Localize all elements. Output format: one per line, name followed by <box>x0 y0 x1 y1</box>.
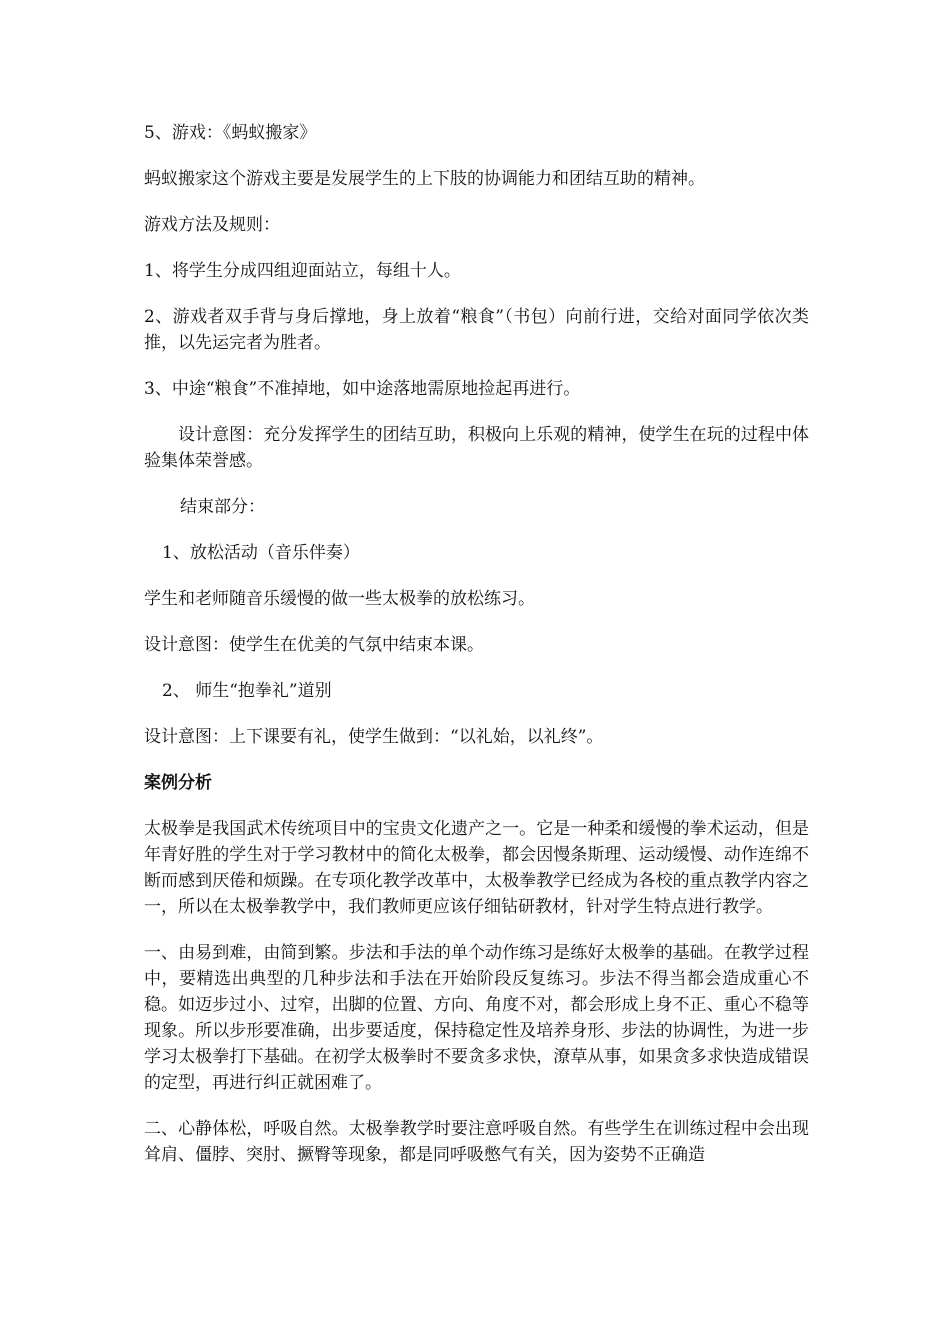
game-purpose: 蚂蚁搬家这个游戏主要是发展学生的上下肢的协调能力和团结互助的精神。 <box>144 169 705 189</box>
relax-description: 学生和老师随音乐缓慢的做一些太极拳的放松练习。 <box>144 589 535 609</box>
case-analysis-heading: 案例分析 <box>144 773 212 793</box>
rule-2: 2、游戏者双手背与身后撑地，身上放着“粮食”（书包）向前行进，交给对面同学依次类推，以先运完者为胜者。 <box>144 307 809 353</box>
analysis-point-2: 二、心静体松，呼吸自然。太极拳教学时要注意呼吸自然。有些学生在训练过程中会出现耸肩、僵脖、突肘、撅臀等现象，都是同呼吸憋气有关，因为姿势不正确造 <box>144 1119 809 1165</box>
analysis-intro: 太极拳是我国武术传统项目中的宝贵文化遗产之一。它是一种柔和缓慢的拳术运动，但是年青好胜的学生对于学习教材中的简化太极拳，都会因慢条斯理、运动缓慢、动作连绵不断而感到厌倦和烦躁。在专项化教学改革中，太极拳教学已经成为各校的重点教学内容之一，所以在太极拳教学中，我们教师更应该仔细钻研教材，针对学生特点进行教学。 <box>144 819 809 917</box>
game-title: 5、游戏：《蚂蚁搬家》 <box>144 123 317 143</box>
game-rules-label: 游戏方法及规则： <box>144 215 280 235</box>
relax-activity: 1、放松活动（音乐伴奏） <box>162 543 360 563</box>
analysis-point-1: 一、由易到难，由简到繁。步法和手法的单个动作练习是练好太极拳的基础。在教学过程中，要精选出典型的几种步法和手法在开始阶段反复练习。步法不得当都会造成重心不稳。如迈步过小、过窄，出脚的位置、方向、角度不对，都会形成上身不正、重心不稳等现象。所以步形要准确，出步要适度，保持稳定性及培养身形、步法的协调性，为进一步学习太极拳打下基础。在初学太极拳时不要贪多求快，潦草从事，如果贪多求快造成错误的定型，再进行纠正就困难了。 <box>144 943 809 1093</box>
design-intent-game: 设计意图：充分发挥学生的团结互助，积极向上乐观的精神，使学生在玩的过程中体验集体荣誉感。 <box>144 425 809 471</box>
document-body <box>144 120 809 1188</box>
design-intent-ending: 设计意图：使学生在优美的气氛中结束本课。 <box>144 635 484 655</box>
design-intent-etiquette: 设计意图：上下课要有礼，使学生做到：“以礼始，以礼终”。 <box>144 727 604 747</box>
ending-part-label: 结束部分： <box>180 497 265 517</box>
farewell-salute: 2、 师生“抱拳礼”道别 <box>162 681 332 701</box>
rule-3: 3、中途“粮食”不准掉地，如中途落地需原地捡起再进行。 <box>144 379 581 399</box>
rule-1: 1、将学生分成四组迎面站立，每组十人。 <box>144 261 461 281</box>
